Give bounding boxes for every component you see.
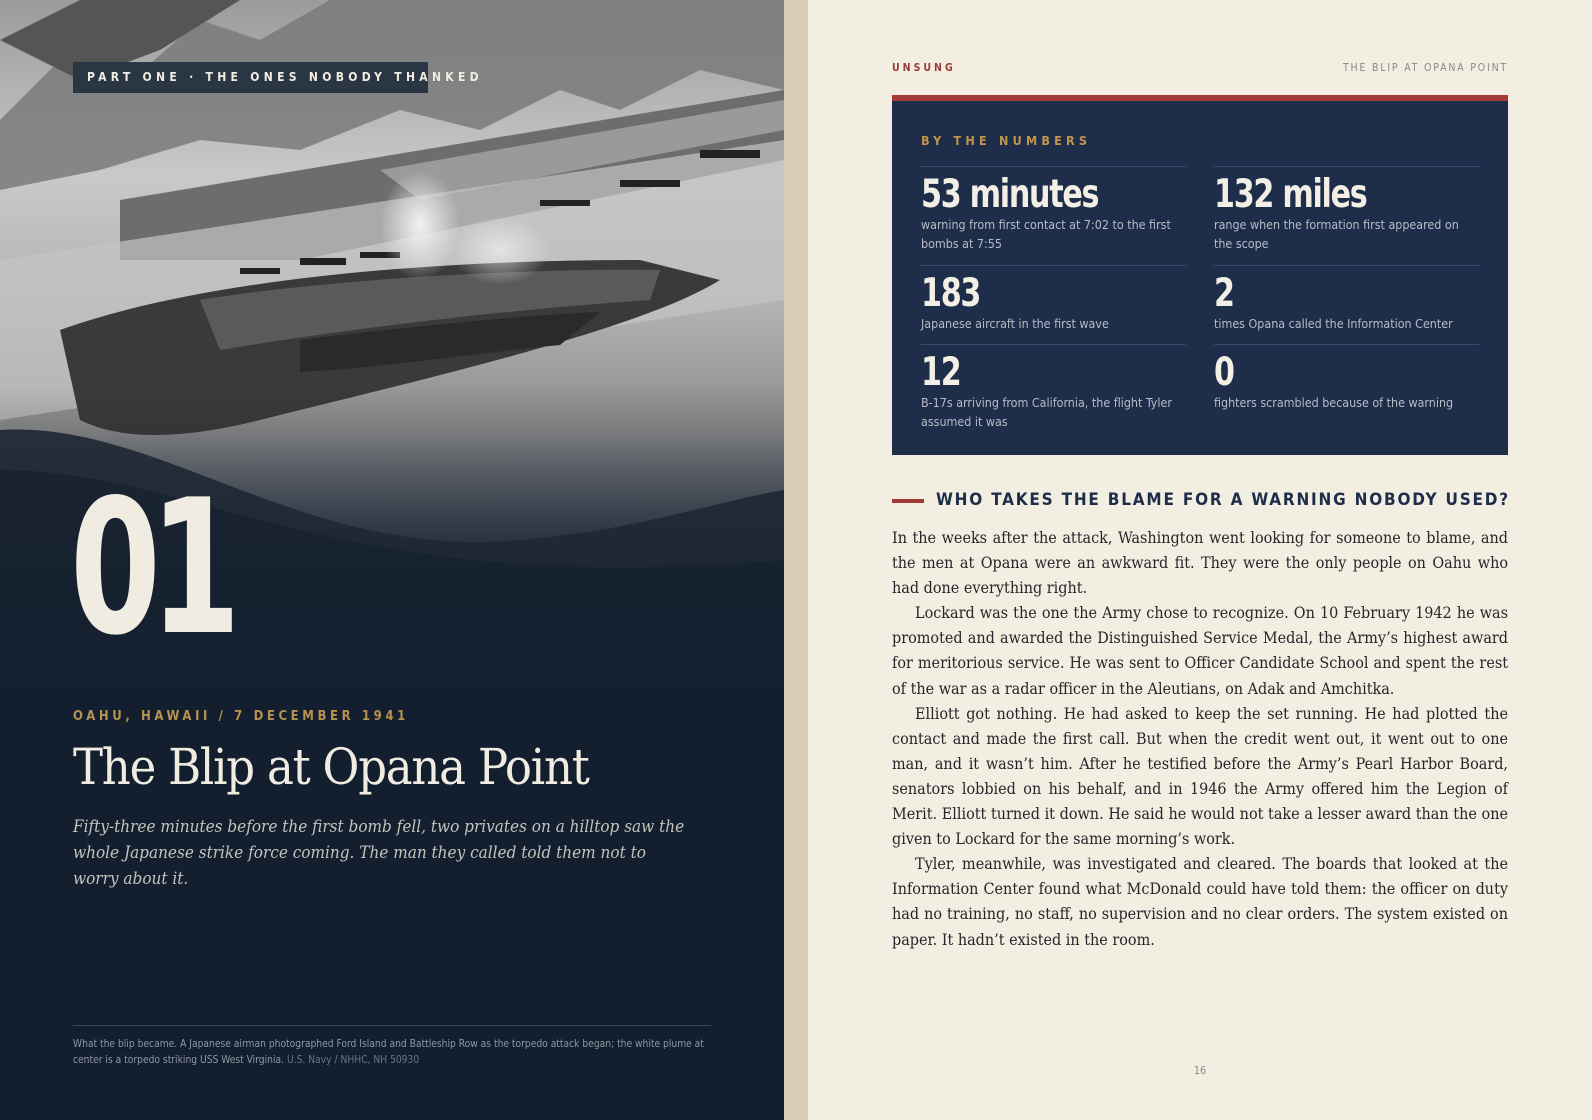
stat-description: warning from first contact at 7:02 to the first bombs at 7:55	[921, 217, 1171, 251]
by-the-numbers-box	[892, 95, 1508, 455]
section-heading-rule	[892, 499, 924, 503]
chapter-deck: Fifty-three minutes before the first bomb fell, two privates on a hilltop saw the whole Japanese strike force coming. The man they called told them not to worry about it.	[73, 817, 685, 889]
page-number: 16	[1193, 1064, 1207, 1077]
stat-item	[1214, 265, 1479, 333]
stat-value: 183	[921, 271, 981, 316]
stat-description: B-17s arriving from California, the flight Tyler assumed it was	[921, 395, 1172, 429]
stat-description: times Opana called the Information Center	[1214, 316, 1453, 331]
body-paragraph: In the weeks after the attack, Washington went looking for someone to blame, and the men at Opana were an awkward fit. They were the only people on Oahu who had done everything right.	[892, 528, 1508, 598]
left-page	[0, 0, 784, 1120]
caption-credit: U.S. Navy / NHHC, NH 50930	[286, 1055, 420, 1066]
stat-item	[1214, 166, 1479, 253]
stat-item	[1214, 344, 1479, 412]
stat-description: Japanese aircraft in the first wave	[921, 316, 1109, 331]
stat-item	[921, 344, 1186, 431]
section-heading: WHO TAKES THE BLAME FOR A WARNING NOBODY USED?	[936, 490, 1510, 510]
stat-item	[921, 166, 1186, 253]
stat-value: 132 miles	[1214, 172, 1367, 217]
stat-description: fighters scrambled because of the warning	[1214, 395, 1454, 410]
body-paragraph: Tyler, meanwhile, was investigated and cleared. The boards that looked at the Information Center found what McDonald could have told them: the officer on duty had no training, no staff, no supervision and no clear orders. The system existed on paper. It hadn’t existed in the room.	[892, 854, 1508, 949]
book-gutter	[784, 0, 808, 1120]
dateline: OAHU, HAWAII / 7 DECEMBER 1941	[73, 709, 409, 724]
numbers-label: BY THE NUMBERS	[921, 133, 1092, 148]
stat-description: range when the formation first appeared on the scope	[1214, 217, 1459, 251]
body-text	[892, 525, 1508, 952]
caption-divider	[73, 1025, 711, 1026]
photo-caption	[73, 1037, 713, 1069]
running-head-chapter: THE BLIP AT OPANA POINT	[1342, 62, 1508, 74]
stat-value: 0	[1214, 350, 1234, 395]
stat-value: 2	[1214, 271, 1234, 316]
running-head-book: UNSUNG	[892, 62, 956, 74]
body-paragraph: Lockard was the one the Army chose to recognize. On 10 February 1942 he was promoted and awarded the Distinguished Service Medal, the Army’s highest award for meritorious service. He was sent to Officer Candidate School and spent the rest of the war as a radar officer in the Aleutians, on Adak and Amchitka.	[892, 603, 1508, 698]
chapter-title: The Blip at Opana Point	[73, 738, 589, 796]
part-kicker: PART ONE · THE ONES NOBODY THANKED	[73, 62, 428, 93]
body-paragraph: Elliott got nothing. He had asked to keep the set running. He had plotted the contact and made the first call. But when the credit went out, it went out to one man, and it wasn’t him. After he testified before the Army’s Pearl Harbor Board, senators lobbied on his behalf, and in 1946 the Army offered him the Legion of Merit. Elliott turned it down. He said he would not take a lesser award than the one given to Lockard for the same morning’s work.	[892, 703, 1508, 849]
caption-text: What the blip became. A Japanese airman photographed Ford Island and Battleship Row as the torpedo attack began; the white plume at center is a torpedo striking USS West Virginia.	[73, 1039, 704, 1066]
stat-value: 12	[921, 350, 961, 395]
stat-value: 53 minutes	[921, 172, 1099, 217]
chapter-number: 01	[70, 459, 230, 676]
right-page	[808, 0, 1592, 1120]
stat-item	[921, 265, 1186, 333]
